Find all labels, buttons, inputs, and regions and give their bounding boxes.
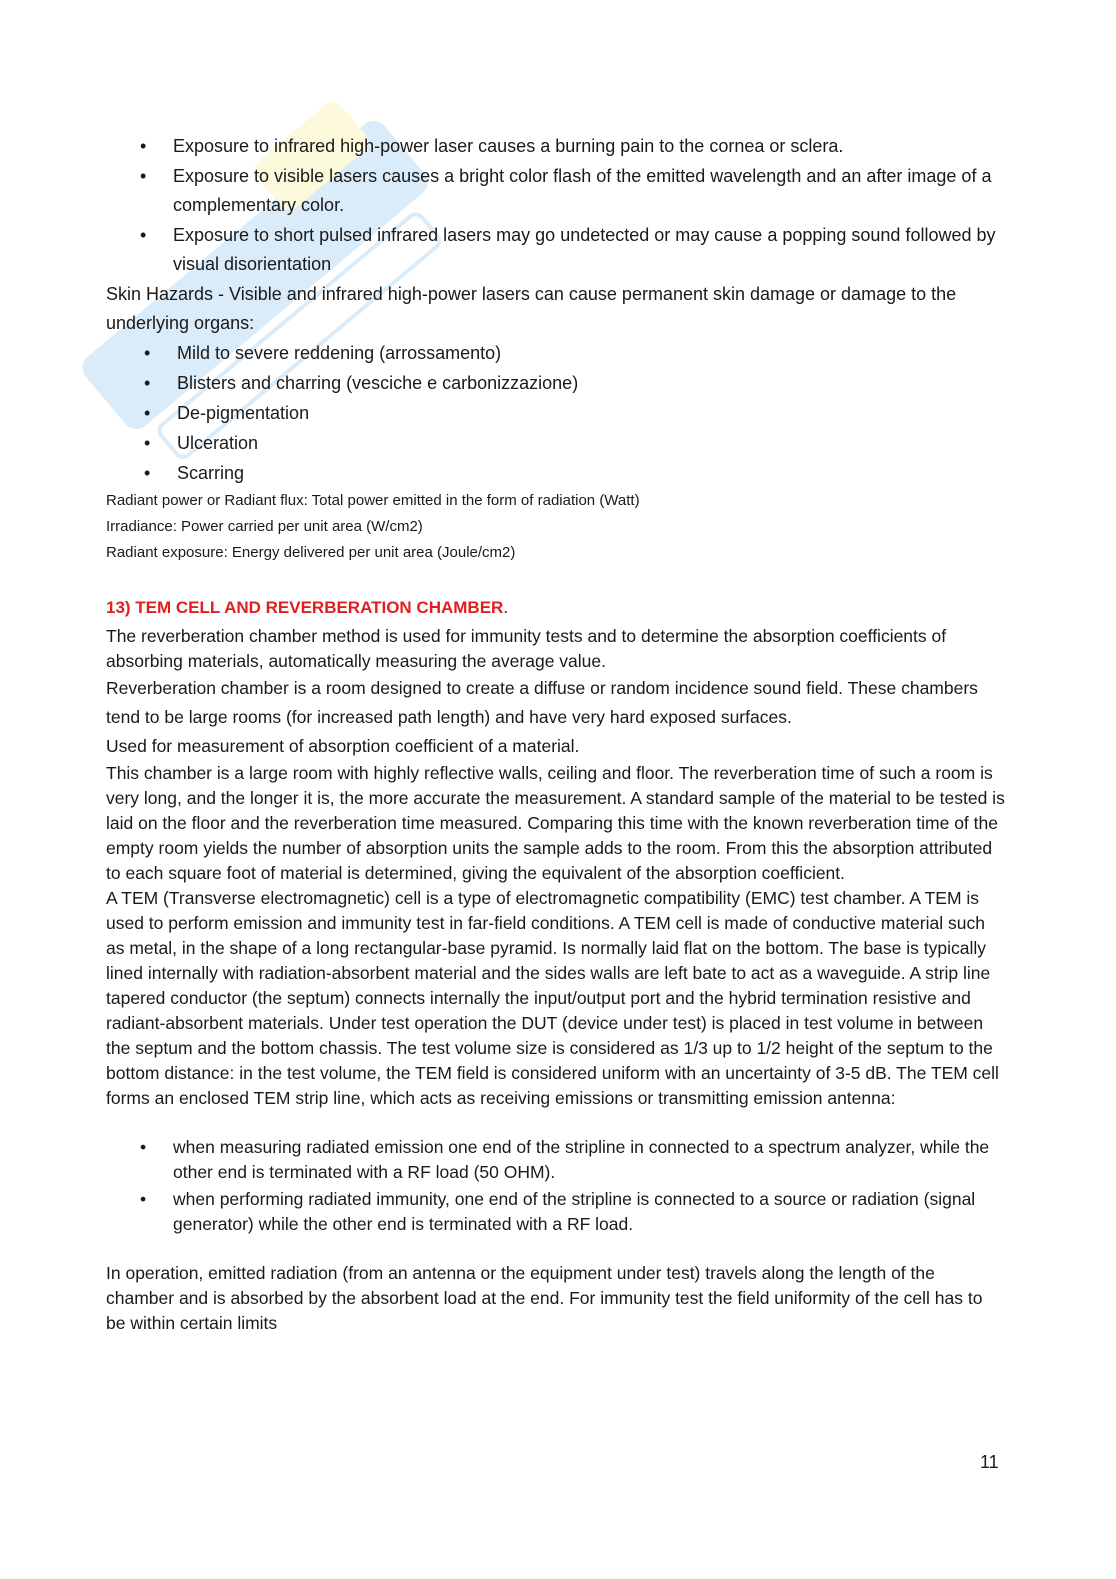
definition-radiant-exposure: Radiant exposure: Energy delivered per unit area (Joule/cm2)	[106, 544, 516, 561]
skin-hazards-intro: Skin Hazards - Visible and infrared high-power lasers can cause permanent skin damage or damage to the underlying organs:	[106, 284, 957, 333]
paragraph-chamber-description: This chamber is a large room with highly reflective walls, ceiling and floor. The reverberation time of such a room is very long, and the longer it is, the more accurate the measurement. A standard sample of the material to be tested is laid on the floor and the reverberation time measured. Comparing this time with the known reverberation time of the empty room yields the number of absorption units the sample adds to the room. From this the absorption attributed to each square foot of material is determined, giving the equivalent of the absorption coefficient.	[106, 763, 1005, 883]
list-item: • Exposure to infrared high-power laser causes a burning pain to the cornea or sclera.	[106, 132, 1006, 161]
paragraph-reverberation-method: The reverberation chamber method is used for immunity tests and to determine the absorption coefficients of absorbing materials, automatically measuring the average value.	[106, 626, 947, 671]
tem-usage-list	[106, 1135, 1006, 1237]
list-item: • Exposure to visible lasers causes a bright color flash of the emitted wavelength and an after image of a complementary color.	[106, 162, 1006, 220]
list-item: • De-pigmentation	[106, 398, 1006, 428]
skin-hazards-list	[106, 338, 1006, 488]
list-item: • Ulceration	[106, 428, 1006, 458]
paragraph-reverberation-definition: Reverberation chamber is a room designed to create a diffuse or random incidence sound field. These chambers tend to be large rooms (for increased path length) and have very hard exposed surfaces.	[106, 678, 978, 727]
page-number: 11	[980, 1452, 999, 1472]
paragraph-closing: In operation, emitted radiation (from an antenna or the equipment under test) travels along the length of the chamber and is absorbed by the absorbent load at the end. For immunity test the field uniformity of the cell has to be within certain limits	[106, 1263, 983, 1333]
section-heading-text: 13) TEM CELL AND REVERBERATION CHAMBER	[106, 598, 504, 617]
definition-radiant-power: Radiant power or Radiant flux: Total power emitted in the form of radiation (Watt)	[106, 492, 640, 509]
list-item: • Blisters and charring (vesciche e carbonizzazione)	[106, 368, 1006, 398]
eye-hazards-list	[106, 132, 1006, 279]
section-heading-dot: .	[503, 598, 509, 617]
list-item: • when performing radiated immunity, one end of the stripline is connected to a source or radiation (signal generator) while the other end is terminated with a RF load.	[106, 1187, 1006, 1237]
definition-irradiance: Irradiance: Power carried per unit area (W/cm2)	[106, 518, 423, 535]
list-item: • Exposure to short pulsed infrared lasers may go undetected or may cause a popping sound followed by visual disorientation	[106, 221, 1006, 279]
page-content	[106, 132, 1006, 1336]
paragraph-absorption-use: Used for measurement of absorption coefficient of a material.	[106, 736, 580, 756]
list-item: • when measuring radiated emission one end of the stripline in connected to a spectrum analyzer, while the other end is terminated with a RF load (50 OHM).	[106, 1135, 1006, 1185]
paragraph-tem-cell: A TEM (Transverse electromagnetic) cell is a type of electromagnetic compatibility (EMC) test chamber. A TEM is used to perform emission and immunity test in far-field conditions. A TEM cell is made of conductive material such as metal, in the shape of a long rectangular-base pyramid. Is normally laid flat on the bottom. The base is typically lined internally with radiation-absorbent material and the sides walls are left bate to act as a waveguide. A strip line tapered conductor (the septum) connects internally the input/output port and the hybrid termination resistive and radiant-absorbent materials. Under test operation the DUT (device under test) is placed in test volume in between the septum and the bottom chassis. The test volume size is considered as 1/3 up to 1/2 height of the septum to the bottom distance: in the test volume, the TEM field is considered uniform with an uncertainty of 3-5 dB. The TEM cell forms an enclosed TEM strip line, which acts as receiving emissions or transmitting emission antenna:	[106, 888, 999, 1108]
list-item: • Scarring	[106, 458, 1006, 488]
section-heading	[106, 596, 1006, 620]
list-item: • Mild to severe reddening (arrossamento)	[106, 338, 1006, 368]
